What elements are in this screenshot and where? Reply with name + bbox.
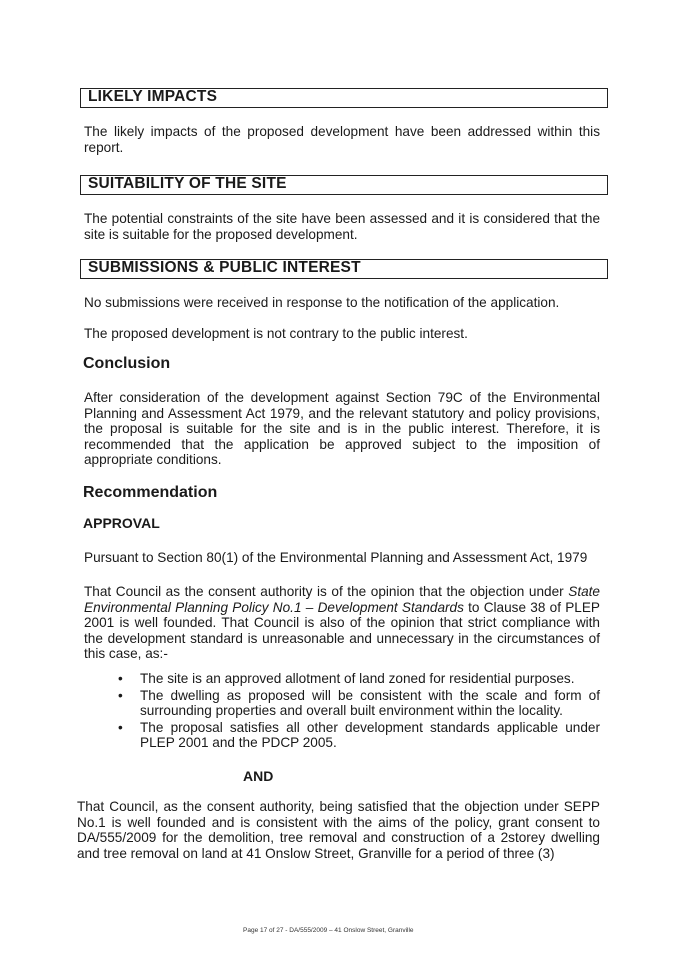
submissions-heading-box	[80, 259, 608, 279]
likely-impacts-heading-box	[80, 88, 608, 108]
reasons-list	[118, 671, 600, 752]
sepp-policy-title: State Environmental Planning Policy No.1 – Development Standards	[84, 584, 600, 615]
opinion-text-start: That Council as the consent authority is of the opinion that the objection under	[84, 584, 569, 599]
submissions-heading: SUBMISSIONS & PUBLIC INTEREST	[88, 259, 361, 276]
bullet-icon: •	[118, 687, 123, 703]
conclusion-heading: Conclusion	[83, 355, 171, 372]
suitability-heading-box	[80, 175, 608, 195]
public-interest-text: The proposed development is not contrary to the public interest.	[84, 326, 468, 341]
bullet-icon: •	[118, 719, 123, 735]
submissions-text: No submissions were received in response to the notification of the application.	[84, 295, 560, 310]
recommendation-heading: Recommendation	[83, 484, 218, 501]
and-label: AND	[243, 768, 274, 784]
conclusion-text: After consideration of the development against Section 79C of the Environmental Planning and Assessment Act 1979, and the relevant statutory and policy provisions, the proposal is suitable for the site and is in the public interest. Therefore, it is recommended that the application be approved subject to the imposition of appropriate conditions.	[84, 390, 600, 467]
approval-subheading: APPROVAL	[83, 515, 160, 531]
opinion-text-end: to Clause 38 of PLEP 2001 is well founded. That Council is also of the opinion that strict compliance with the development standard is unreasonable and unnecessary in the circumstances of this case, as:-	[84, 599, 600, 661]
list-item: • The proposal satisfies all other development standards applicable under PLEP 2001 and the PDCP 2005.	[118, 719, 600, 750]
bullet-icon: •	[118, 671, 123, 686]
consent-text: That Council, as the consent authority, being satisfied that the objection under SEPP No.1 is well founded and is consistent with the aims of the policy, grant consent to DA/555/2009 for the demolition, tree removal and construction of a 2storey dwelling and tree removal on land at 41 Onslow Street, Granville for a period of three (3)	[77, 799, 600, 861]
likely-impacts-heading: LIKELY IMPACTS	[88, 88, 218, 105]
list-item: • The site is an approved allotment of land zoned for residential purposes.	[118, 671, 575, 686]
likely-impacts-text: The likely impacts of the proposed development have been addressed within this report.	[84, 124, 600, 155]
page-footer: Page 17 of 27 - DA/555/2009 – 41 Onslow Street, Granville	[243, 927, 414, 934]
pursuant-text: Pursuant to Section 80(1) of the Environmental Planning and Assessment Act, 1979	[84, 550, 588, 565]
suitability-text: The potential constraints of the site have been assessed and it is considered that the site is suitable for the proposed development.	[84, 211, 600, 242]
suitability-heading: SUITABILITY OF THE SITE	[88, 175, 287, 192]
opinion-text	[84, 584, 600, 662]
list-item: • The dwelling as proposed will be consistent with the scale and form of surrounding properties and overall built environment within the locality.	[118, 687, 600, 718]
